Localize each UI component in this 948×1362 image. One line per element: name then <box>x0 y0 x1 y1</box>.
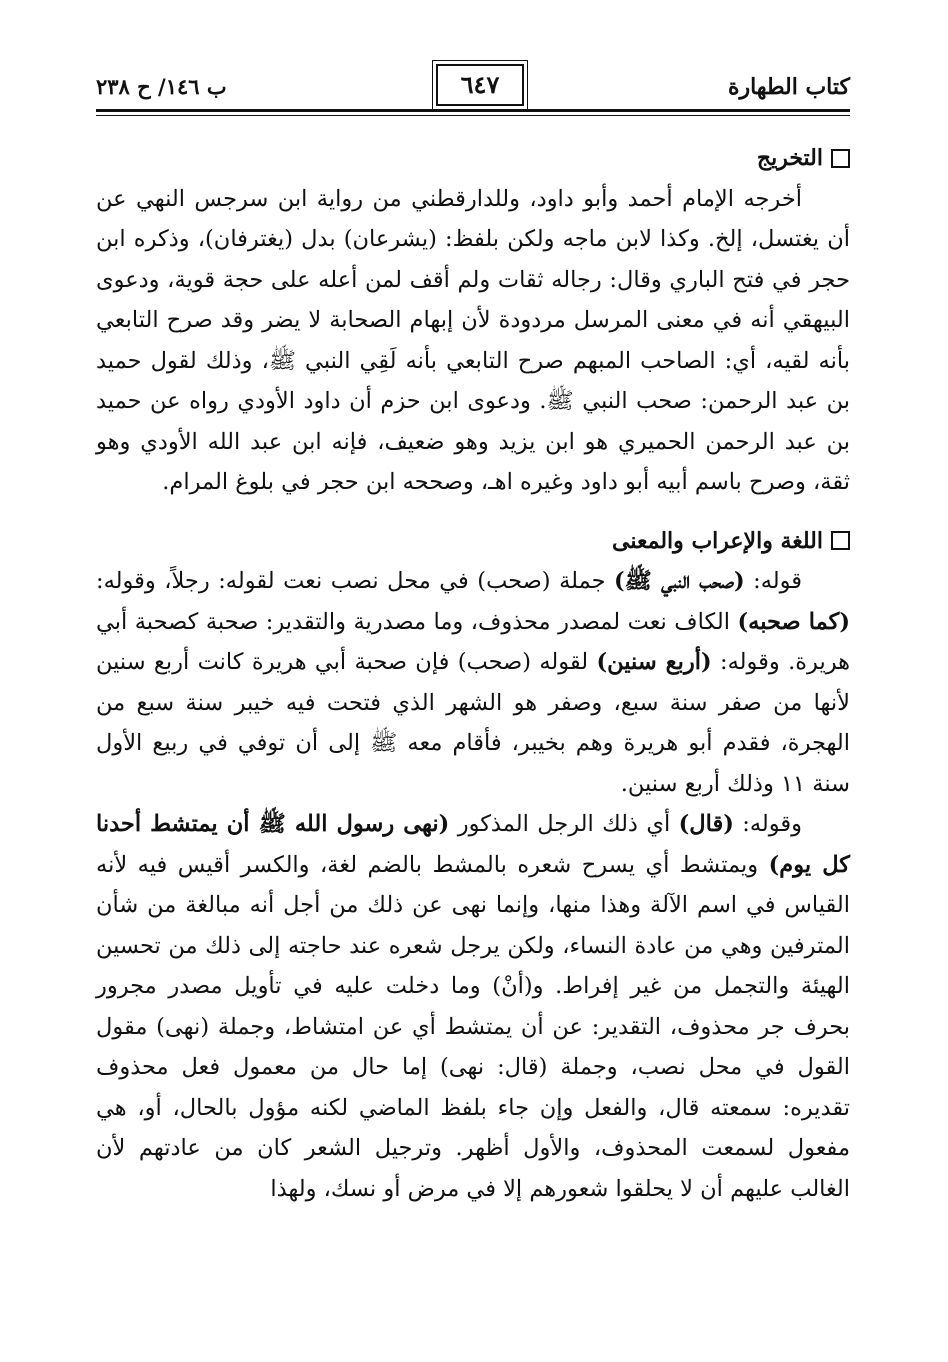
book-title: كتاب الطهارة <box>727 74 850 100</box>
page-body <box>96 138 850 1209</box>
bold-quote: (قال) <box>678 811 734 837</box>
page-header <box>96 64 850 108</box>
text-run: لقوله (صحب) فإن صحبة أبي هريرة كانت أربع سنين لأنها من صفر سنة سبع، وصفر هو الشهر الذي فتحت فيه خيبر سنة سبع من الهجرة، فقدم أبو هريرة وهم بخيبر، فأقام معه ﷺ إلى أن توفي في ربيع الأول سنة ١١ وذلك أربع سنين. <box>96 649 850 797</box>
header-rule-thick <box>96 109 850 112</box>
section-spacer <box>96 503 850 521</box>
bold-quote: (كما صحبه) <box>737 608 850 635</box>
text-run: قوله: <box>744 568 803 594</box>
text-run: وقوله: <box>733 811 802 837</box>
header-rule-thin <box>96 115 850 116</box>
page-number: ٦٤٧ <box>436 64 524 106</box>
section-title-text: اللغة والإعراب والمعنى <box>612 527 823 554</box>
text-run: أي ذلك الرجل المذكور <box>449 811 679 837</box>
text-run: جملة (صحب) في محل نصب نعت لقوله: رجلاً، وقوله: <box>96 568 615 594</box>
chapter-hadith-reference: ب ١٤٦/ ح ٢٣٨ <box>96 74 227 99</box>
lugha-paragraph-1 <box>96 561 850 804</box>
section-title-takhrij <box>96 138 850 179</box>
section-title-lugha <box>96 521 850 562</box>
checkbox-icon <box>831 531 850 550</box>
text-run: ويمتشط أي يسرح شعره بالمشط بالضم لغة، والكسر أقيس فيه لأنه القياس في اسم الآلة وهذا منها، وإنما نهى عن ذلك من أجل أنه مبالغة من شأن المترفين وهي من عادة النساء، ولكن يرجل شعره عند حاجته إلى ذلك من تحسين الهيئة والتجمل من غير إفراط. و(أنْ) وما دخلت عليه في تأويل مصدر مجرور بحرف جر محذوف، التقدير: عن أن يمتشط أي عن امتشاط، وجملة (نهى) مقول القول في محل نصب، وجملة (قال: نهى) إما حال من معمول فعل محذوف تقديره: سمعته قال، والفعل وإن جاء بلفظ الماضي لكنه مؤول بالحال، أو، هي مفعول لسمعت المحذوف، والأول أظهر. وترجيل الشعر كان من عادتهم لأن الغالب عليهم أن لا يحلقوا شعورهم إلا في مرض أو نسك، ولهذا <box>96 851 850 1202</box>
text-run: الكاف نعت لمصدر محذوف، وما مصدرية والتقدير: صحبة كصحبة أبي هريرة. وقوله: <box>96 608 850 675</box>
takhrij-paragraph: أخرجه الإمام أحمد وأبو داود، وللدارقطني من رواية ابن سرجس النهي عن أن يغتسل، إلخ. وكذا لابن ماجه ولكن بلفظ: (يشرعان) بدل (يغترفان)، وذكره ابن حجر في فتح الباري وقال: رجاله ثقات ولم أقف لمن أعله على حجة قوية، ودعوى البيهقي أنه في معنى المرسل مردودة لأن إبهام الصحابة لا يضر وقد صرح التابعي بأنه لقيه، أي: الصاحب المبهم صرح التابعي بأنه لَقِي النبي ﷺ، وذلك لقول حميد بن عبد الرحمن: صحب النبي ﷺ. ودعوى ابن حزم أن داود الأودي رواه عن حميد بن عبد الرحمن الحميري هو ابن يزيد وهو ضعيف، فإنه ابن عبد الله الأودي وهو ثقة، وصرح باسم أبيه أبو داود وغيره اهـ، وصححه ابن حجر في بلوغ المرام. <box>96 185 850 495</box>
bold-quote: (صحب النبي ﷺ) <box>614 568 745 594</box>
section-title-text: التخريج <box>756 145 823 171</box>
bold-quote: (أربع سنين) <box>596 649 712 675</box>
checkbox-icon <box>831 149 850 168</box>
bold-quote: (نهى رسول الله ﷺ أن يمتشط أحدنا كل يوم) <box>96 811 851 878</box>
lugha-paragraph-2 <box>96 804 850 1209</box>
